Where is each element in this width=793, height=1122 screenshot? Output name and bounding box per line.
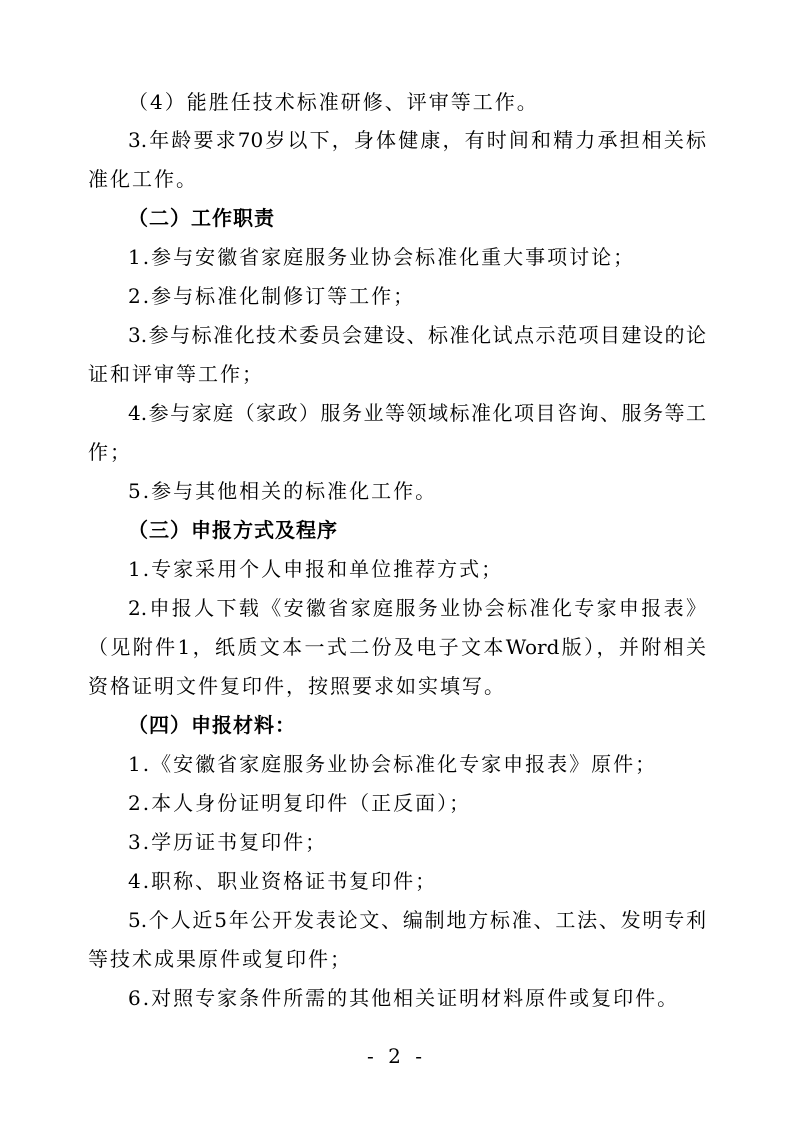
text-line-duty-1: 1.参与安徽省家庭服务业协会标准化重大事项讨论； bbox=[128, 245, 636, 269]
text-line-method-2-cont: （见附件1，纸质文本一式二份及电子文本Word版），并附相关 bbox=[88, 635, 706, 659]
text-line-age-requirement-cont: 准化工作。 bbox=[88, 167, 198, 191]
text-line-material-4: 4.职称、职业资格证书复印件； bbox=[128, 869, 438, 893]
page-number: - 2 - bbox=[367, 1044, 426, 1068]
text-line-duty-5: 5.参与其他相关的标准化工作。 bbox=[128, 479, 438, 503]
text-line-method-1: 1.专家采用个人申报和单位推荐方式； bbox=[128, 557, 504, 581]
text-line-material-2: 2.本人身份证明复印件（正反面）； bbox=[128, 791, 472, 815]
text-line-age-requirement: 3.年龄要求70岁以下，身体健康，有时间和精力承担相关标 bbox=[128, 128, 706, 152]
text-line-duty-4: 4.参与家庭（家政）服务业等领域标准化项目咨询、服务等工 bbox=[128, 401, 706, 425]
text-line-duty-3: 3.参与标准化技术委员会建设、标准化试点示范项目建设的论 bbox=[128, 323, 706, 347]
text-line-material-1: 1.《安徽省家庭服务业协会标准化专家申报表》原件； bbox=[128, 752, 658, 776]
section-heading-materials: （四）申报材料： bbox=[128, 713, 296, 737]
text-line-method-2: 2.申报人下载《安徽省家庭服务业协会标准化专家申报表》 bbox=[128, 596, 706, 620]
text-line-material-5: 5.个人近5年公开发表论文、编制地方标准、工法、发明专利 bbox=[128, 908, 706, 932]
text-line-duty-2: 2.参与标准化制修订等工作； bbox=[128, 284, 416, 308]
text-line-qualification-4: （4）能胜任技术标准研修、评审等工作。 bbox=[128, 90, 539, 114]
text-line-material-6: 6.对照专家条件所需的其他相关证明材料原件或复印件。 bbox=[128, 986, 680, 1010]
text-line-duty-3-cont: 证和评审等工作； bbox=[88, 362, 264, 386]
text-line-material-5-cont: 等技术成果原件或复印件； bbox=[88, 947, 352, 971]
text-line-duty-4-cont: 作； bbox=[88, 440, 132, 464]
text-line-material-3: 3.学历证书复印件； bbox=[128, 830, 328, 854]
section-heading-duties: （二）工作职责 bbox=[128, 206, 275, 230]
section-heading-application-method: （三）申报方式及程序 bbox=[128, 518, 338, 542]
text-line-method-2-end: 资格证明文件复印件，按照要求如实填写。 bbox=[88, 674, 506, 698]
